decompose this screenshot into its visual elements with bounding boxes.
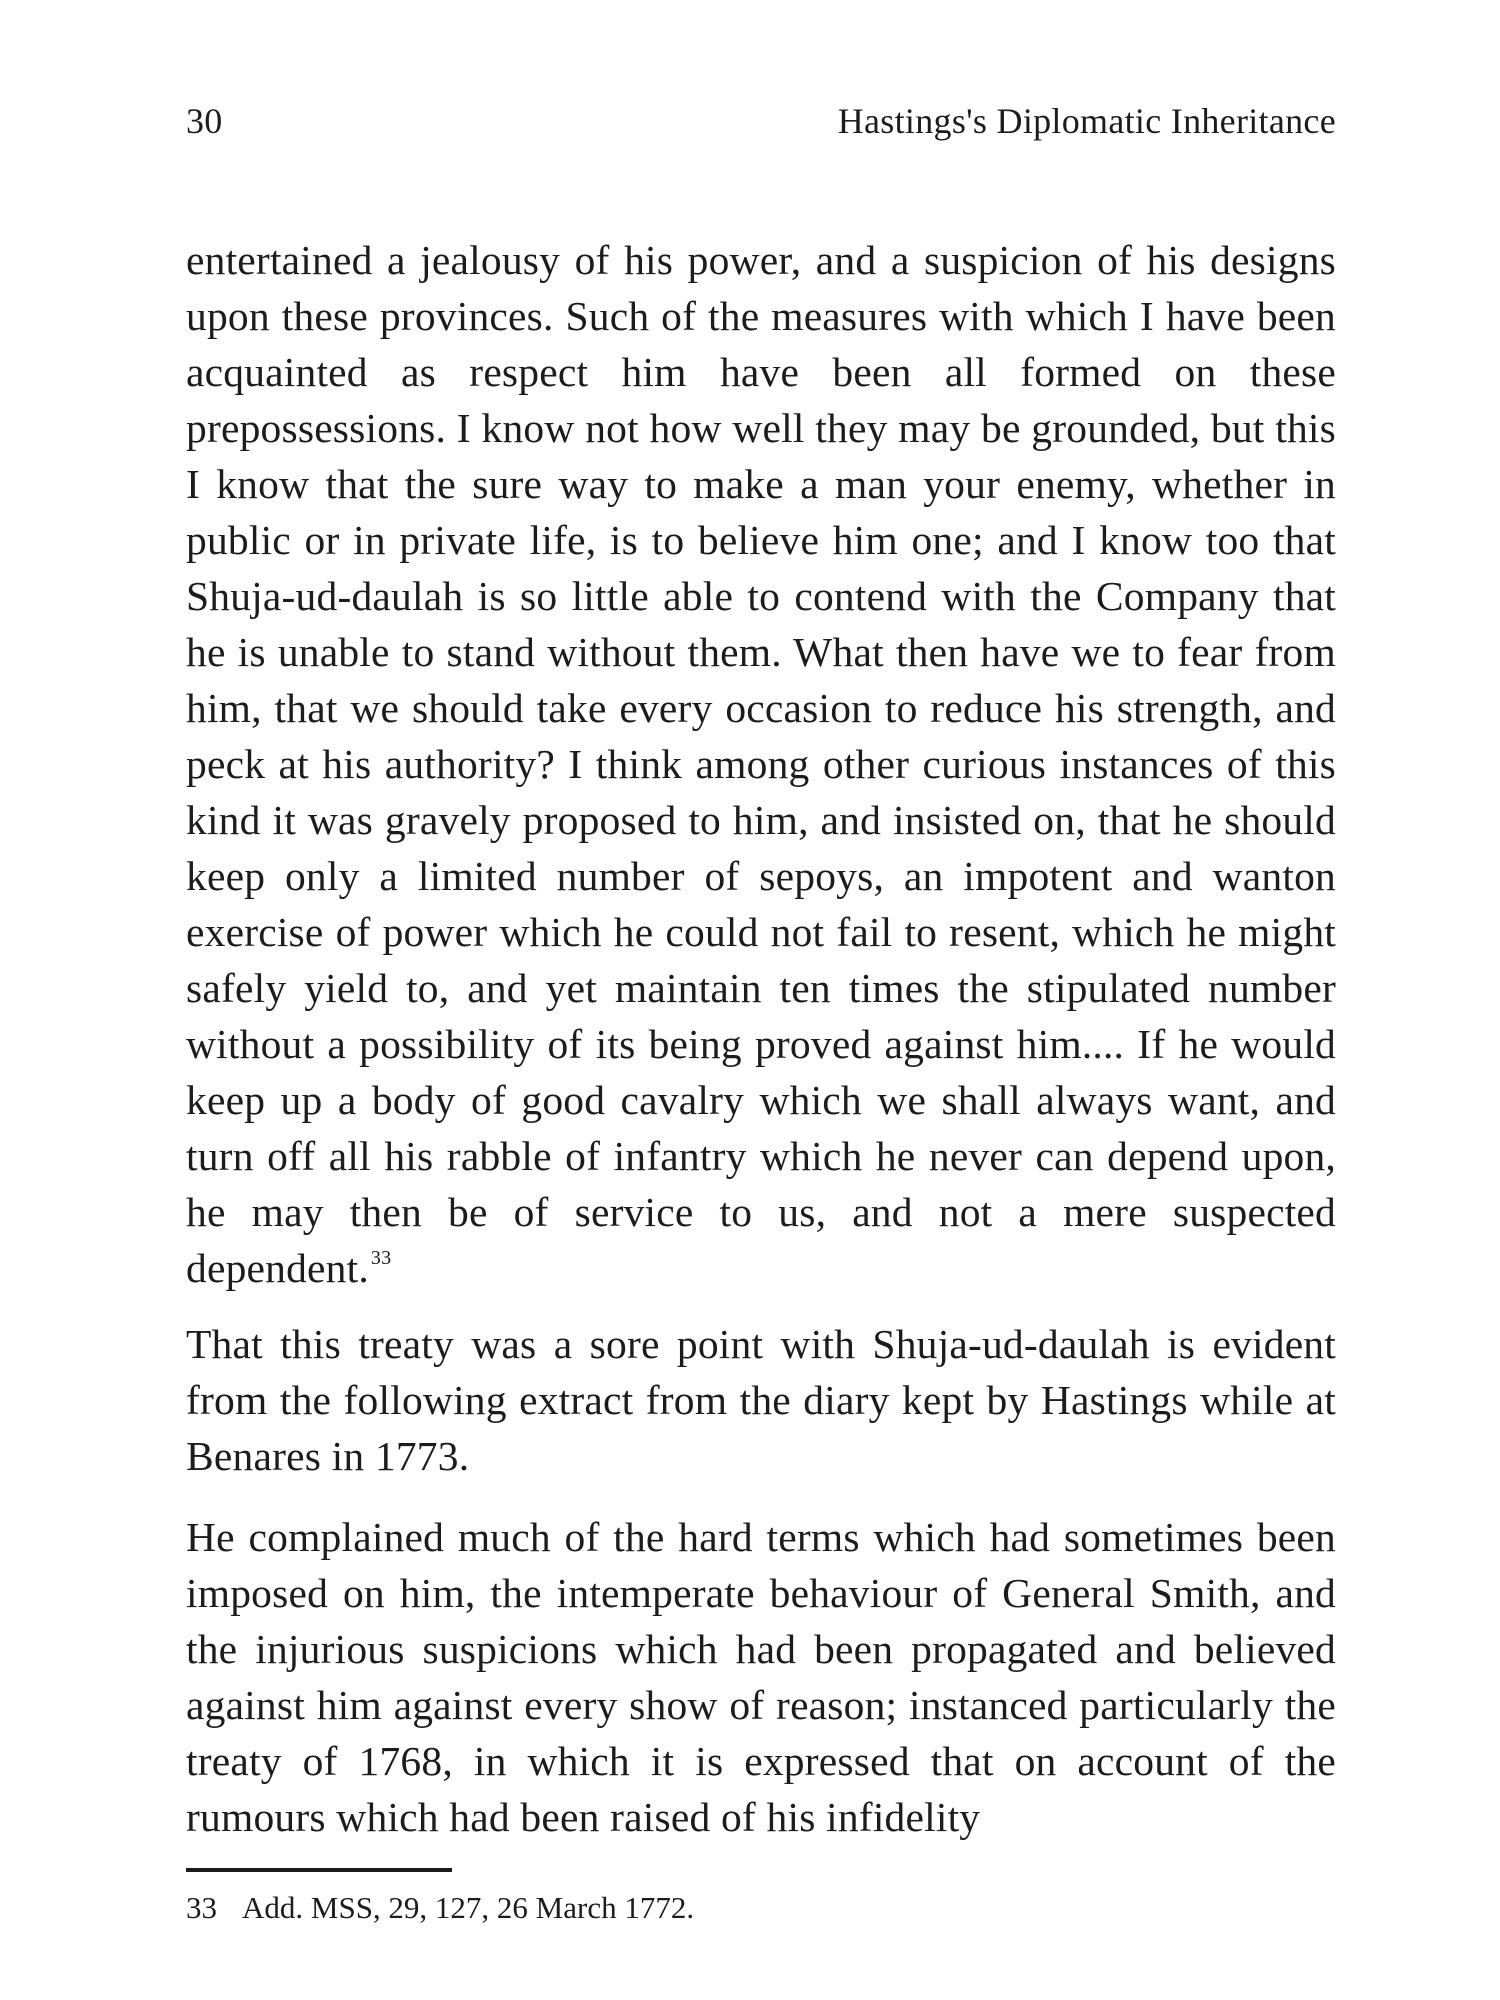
quote-paragraph-text: He complained much of the hard terms which had sometimes been imposed on him, the intemperate behaviour of General Smith, and the injurious suspicions which had been propagated and believed against him against every show of reason; instanced particularly the treaty of 1768, in which it is expressed that on account of the rumours which had been raised of his infidelity <box>186 1514 1336 1840</box>
block-quote <box>186 1509 1336 1845</box>
running-title: Hastings's Diplomatic Inheritance <box>837 101 1336 141</box>
footnote-text: Add. MSS, 29, 127, 26 March 1772. <box>242 1890 695 1925</box>
footnote-number: 33 <box>186 1890 217 1925</box>
body-paragraph <box>186 1316 1336 1484</box>
body-paragraph-text: That this treaty was a sore point with Shuja-ud-daulah is evident from the following extract from the diary kept by Hastings while at Benares in 1773. <box>186 1321 1336 1479</box>
block-quote <box>186 232 1336 1296</box>
running-header <box>186 100 1336 142</box>
footnote-divider <box>186 1868 452 1872</box>
quote-text: entertained a jealousy of his power, and a suspicion of his designs upon these provinces. Such of the measures with which I have been acquainted as respect him have been all formed on these prepossessions. I know not how well they may be grounded, but this I know that the sure way to make a man your enemy, whether in public or in private life, is to believe him one; and I know too that Shuja-ud-daulah is so little able to contend with the Company that he is unable to stand without them. What then have we to fear from him, that we should take every occasion to reduce his strength, and peck at his authority? I think among other curious instances of this kind it was gravely proposed to him, and insisted on, that he should keep only a limited number of sepoys, an impotent and wanton exercise of power which he could not fail to resent, which he might safely yield to, and yet maintain ten times the stipulated number without a possibility of its being proved against him.... If he would keep up a body of good cavalry which we shall always want, and turn off all his rabble of infantry which he never can depend upon, he may then be of service to us, and not a mere suspected dependent. <box>186 237 1336 1291</box>
quote-paragraph <box>186 232 1336 1296</box>
footnote <box>186 1888 694 1928</box>
page-number: 30 <box>186 101 223 141</box>
footnote-reference[interactable]: 33 <box>370 1247 392 1269</box>
